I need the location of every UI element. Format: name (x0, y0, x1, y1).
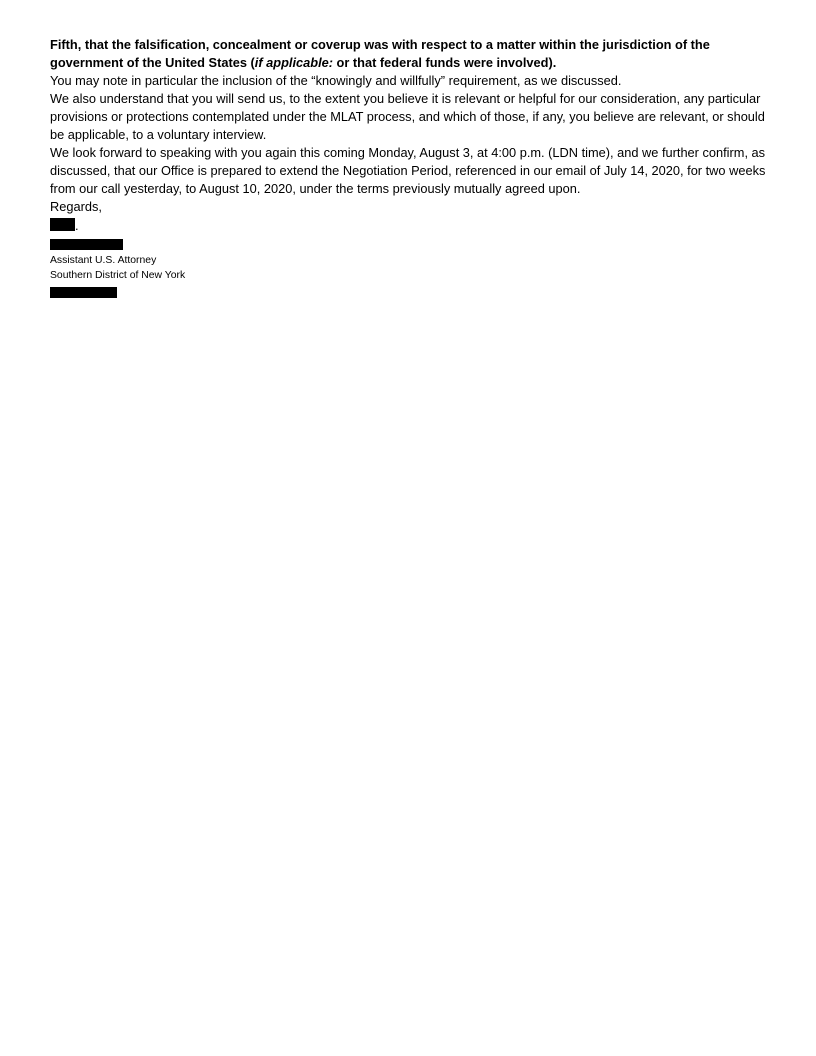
signature-initials (50, 217, 766, 234)
fifth-text-end: or that federal funds were involved). (333, 55, 557, 70)
fifth-text-italic: if applicable: (254, 55, 333, 70)
paragraph-negotiation-period: We look forward to speaking with you again this coming Monday, August 3, at 4:00 p.m. (LDN time), and we further confirm, as discussed, that our Office is prepared to extend the Negotiation Period, referenced in our email of July 14, 2020, for two weeks from our call yesterday, to August 10, 2020, under the terms previously mutually agreed upon. (50, 145, 766, 196)
redacted-initials (50, 218, 75, 231)
signature-title: Assistant U.S. Attorney (50, 255, 157, 266)
paragraph-knowingly-willfully: You may note in particular the inclusion of the “knowingly and willfully” requirement, as we discussed. (50, 73, 622, 88)
redacted-name (50, 239, 123, 250)
paragraph-fifth-element (50, 36, 766, 72)
redacted-contact (50, 287, 117, 298)
fifth-text-start: Fifth, that the falsification, concealment or coverup was with respect to a matter within the jurisdiction of the government of the United States ( (50, 37, 710, 70)
initials-period: . (75, 218, 79, 233)
signature-office: Southern District of New York (50, 270, 186, 281)
closing-regards: Regards, (50, 199, 102, 214)
email-body (50, 36, 766, 298)
paragraph-mlat-provisions: We also understand that you will send us, to the extent you believe it is relevant or helpful for our consideration, any particular provisions or protections contemplated under the MLAT process, and which of those, if any, you believe are relevant, or should be applicable, to a voluntary interview. (50, 91, 765, 142)
